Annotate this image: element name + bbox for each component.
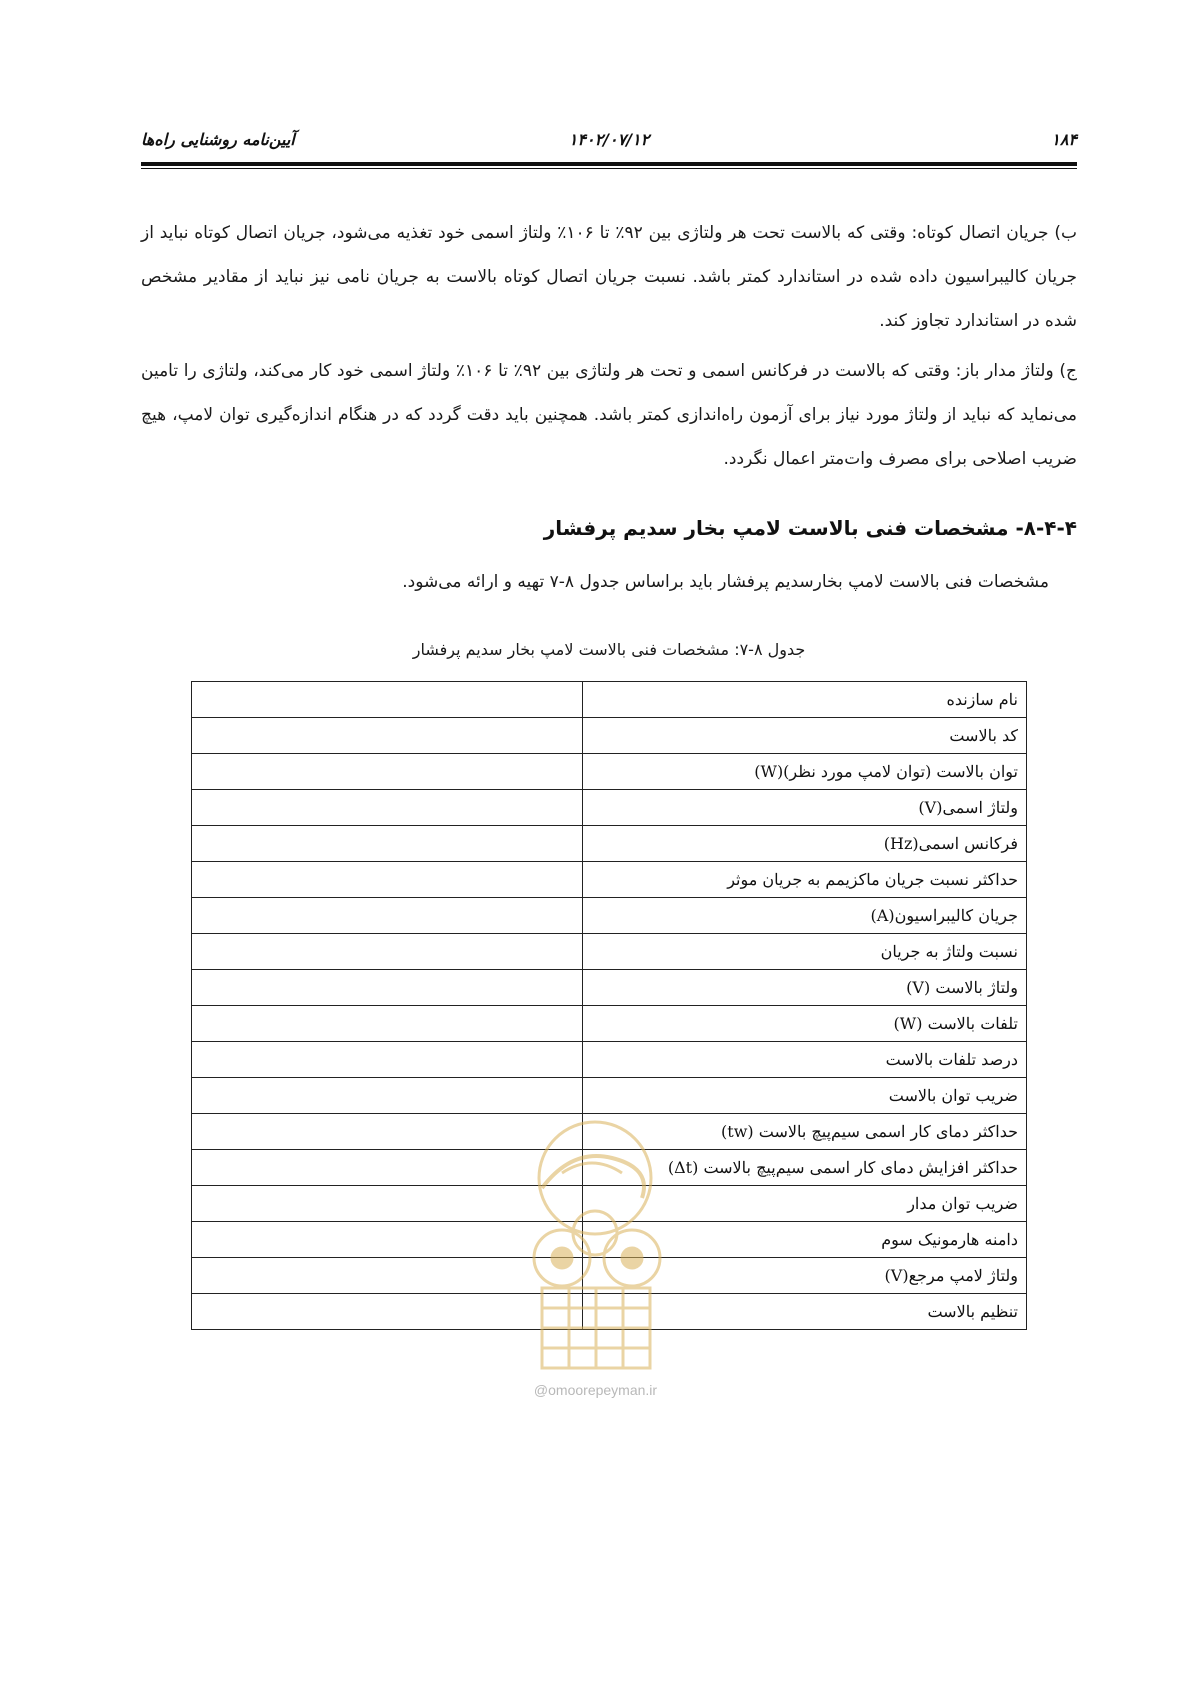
table-row-label: ضریب توان مدار (583, 1186, 1027, 1222)
table-row-value (192, 1294, 583, 1330)
table-row-label: ولتاژ لامپ مرجع(V) (583, 1258, 1027, 1294)
table-row-value (192, 1042, 583, 1078)
table-caption: جدول ۸-۷: مشخصات فنی بالاست لامپ بخار سدیم پرفشار (412, 640, 806, 659)
table-row-value (192, 1114, 583, 1150)
table-row (192, 1114, 1027, 1150)
table-row (192, 1150, 1027, 1186)
table-row (192, 1006, 1027, 1042)
table-row-value (192, 682, 583, 718)
paragraph-b (141, 211, 1077, 343)
paragraph-j-text: ج) ولتاژ مدار باز: وقتی که بالاست در فرکانس اسمی و تحت هر ولتاژی بین ۹۲٪ تا ۱۰۶٪ ولتاژ اسمی خود کار می‌کند، ولتاژی را تامین می‌نماید که نباید از ولتاژ مورد نیاز برای آزمون راه‌اندازی کمتر باشد. همچنین باید دقت گردد که در هنگام اندازه‌گیری توان لامپ، هیچ ضریب اصلاحی برای مصرف وات‌متر اعمال نگردد. (141, 361, 1077, 469)
table-row-value (192, 934, 583, 970)
table-row-label: ولتاژ بالاست (V) (583, 970, 1027, 1006)
table-row-label: حداکثر نسبت جریان ماکزیمم به جریان موثر (583, 862, 1027, 898)
header-doc-title: آیین‌نامه روشنایی راه‌ها (141, 130, 295, 149)
paragraph-j (141, 349, 1077, 481)
table-row (192, 682, 1027, 718)
table-row (192, 898, 1027, 934)
table-row (192, 1258, 1027, 1294)
spec-table-body (192, 682, 1027, 1330)
table-row (192, 934, 1027, 970)
paragraph-b-text: ب) جریان اتصال کوتاه: وقتی که بالاست تحت هر ولتاژی بین ۹۲٪ تا ۱۰۶٪ ولتاژ اسمی خود تغذیه می‌شود، جریان اتصال کوتاه نباید از جریان کالیبراسیون داده شده در استاندارد کمتر باشد. نسبت جریان اتصال کوتاه بالاست به جریان نامی نیز نباید از مقادیر مشخص شده در استاندارد تجاوز کند. (141, 223, 1077, 331)
table-row-label: ضریب توان بالاست (583, 1078, 1027, 1114)
table-row-label: تنظیم بالاست (583, 1294, 1027, 1330)
table-row-value (192, 1078, 583, 1114)
table-row-value (192, 1258, 583, 1294)
page-number: ۱۸۴ (1051, 130, 1077, 149)
table-row-label: حداکثر دمای کار اسمی سیم‌پیچ بالاست (tw) (583, 1114, 1027, 1150)
header-date: ۱۴۰۲/۰۷/۱۲ (568, 130, 650, 149)
section-heading: ۸-۴-۴- مشخصات فنی بالاست لامپ بخار سدیم پرفشار (543, 516, 1077, 540)
table-row (192, 1186, 1027, 1222)
table-row (192, 754, 1027, 790)
table-row (192, 1222, 1027, 1258)
table-row-label: تلفات بالاست (W) (583, 1006, 1027, 1042)
table-row-value (192, 718, 583, 754)
section-intro: مشخصات فنی بالاست لامپ بخارسدیم پرفشار باید براساس جدول ۸-۷ تهیه و ارائه می‌شود. (402, 572, 1049, 592)
table-row (192, 790, 1027, 826)
table-row-value (192, 790, 583, 826)
table-row-label: کد بالاست (583, 718, 1027, 754)
table-row (192, 1078, 1027, 1114)
table-row-value (192, 754, 583, 790)
spec-table (191, 681, 1027, 1330)
table-row (192, 862, 1027, 898)
table-row (192, 1294, 1027, 1330)
table-row-value (192, 826, 583, 862)
table-row (192, 970, 1027, 1006)
table-row-value (192, 862, 583, 898)
header-rule-thin (141, 168, 1077, 169)
table-row-value (192, 898, 583, 934)
page-header (141, 126, 1077, 158)
table-row-label: فرکانس اسمی(Hz) (583, 826, 1027, 862)
table-row-value (192, 1150, 583, 1186)
header-rule-thick (141, 162, 1077, 166)
table-row (192, 826, 1027, 862)
table-row-value (192, 1186, 583, 1222)
table-row-value (192, 1222, 583, 1258)
table-row-value (192, 1006, 583, 1042)
table-row-label: توان بالاست (توان لامپ مورد نظر)(W) (583, 754, 1027, 790)
watermark-site: @omoorepeyman.ir (533, 1382, 658, 1398)
table-row (192, 1042, 1027, 1078)
table-row-value (192, 970, 583, 1006)
table-row-label: نسبت ولتاژ به جریان (583, 934, 1027, 970)
table-row-label: دامنه هارمونیک سوم (583, 1222, 1027, 1258)
table-row-label: درصد تلفات بالاست (583, 1042, 1027, 1078)
table-row-label: ولتاژ اسمی(V) (583, 790, 1027, 826)
table-row (192, 718, 1027, 754)
table-row-label: جریان کالیبراسیون(A) (583, 898, 1027, 934)
table-row-label: حداکثر افزایش دمای کار اسمی سیم‌پیچ بالاست (Δt) (583, 1150, 1027, 1186)
table-row-label: نام سازنده (583, 682, 1027, 718)
